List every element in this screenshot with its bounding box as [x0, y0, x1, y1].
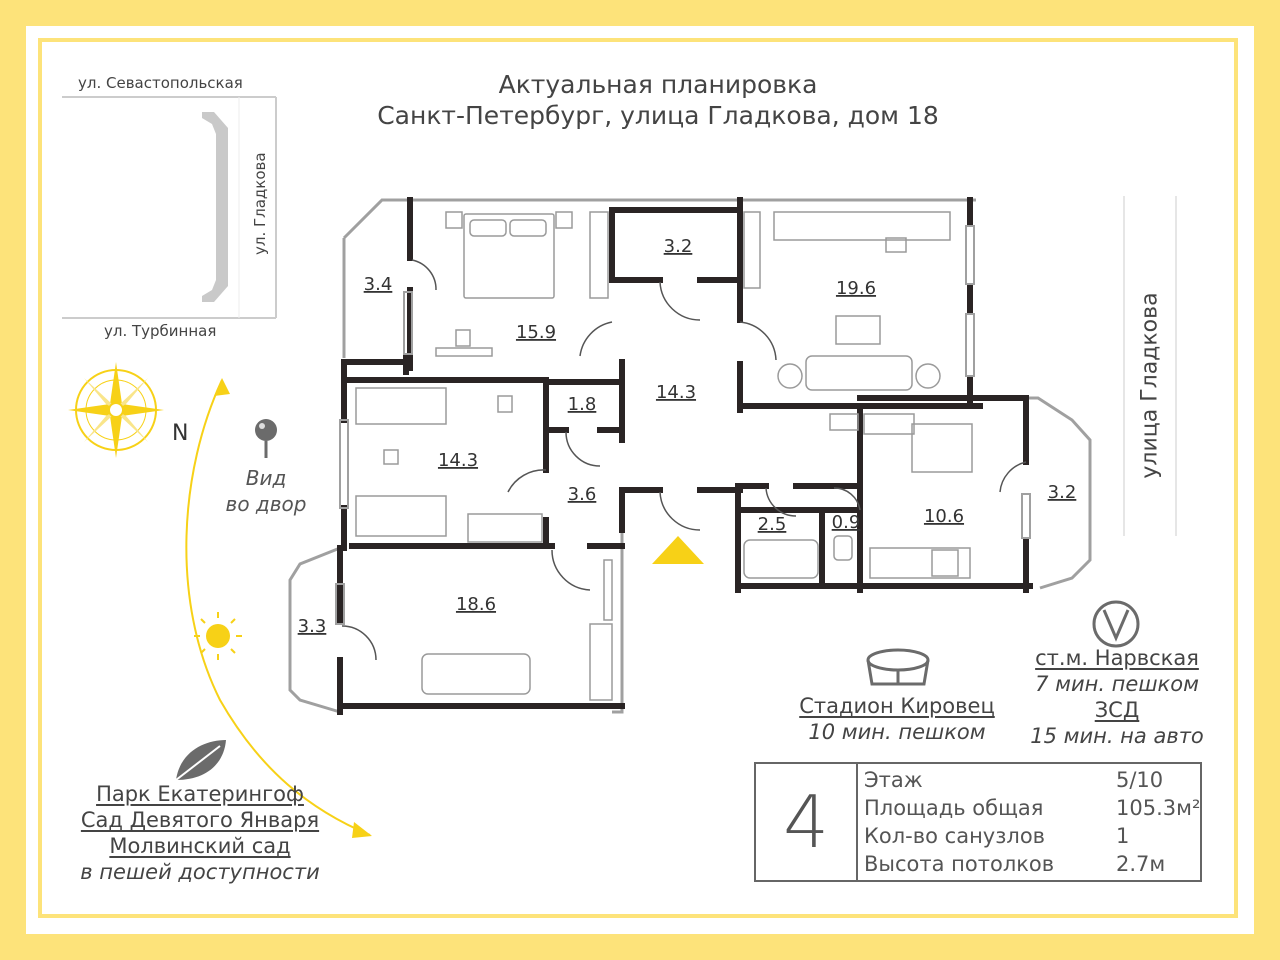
room-area-bedroom-bottom: 18.6	[455, 594, 497, 615]
room-area-closet: 1.8	[567, 394, 597, 415]
view-pin-icon	[255, 419, 277, 458]
room-area-bathroom: 2.5	[757, 514, 787, 535]
park-molvinsky: Молвинский сад	[109, 834, 291, 858]
apartment-info-table	[754, 762, 1202, 882]
street-gladkova-large: улица Гладкова	[1137, 292, 1163, 479]
room-area-bedroom-middle: 14.3	[437, 450, 479, 471]
room-area-corridor: 3.6	[567, 484, 597, 505]
bathrooms-label: Кол-во санузлов	[864, 824, 1046, 848]
ceiling-value: 2.7м	[1116, 852, 1166, 876]
room-area-balcony-right: 3.2	[1047, 482, 1077, 503]
street-gladkova-small: ул. Гладкова	[251, 152, 269, 255]
street-sevastopolskaya: ул. Севастопольская	[78, 74, 243, 92]
metro-walk-time: 7 мин. пешком	[1035, 672, 1199, 696]
room-area-balcony-left: 3.3	[297, 616, 327, 637]
area-value: 105.3м²	[1116, 796, 1201, 820]
parks-walking-note: в пешей доступности	[80, 860, 320, 884]
room-area-bedroom-top: 15.9	[515, 322, 557, 343]
park-ekateringof: Парк Екатерингоф	[96, 782, 304, 806]
rooms-count: 4	[756, 764, 858, 880]
street-map	[62, 97, 276, 318]
floorplan-outline	[290, 200, 1090, 712]
area-label: Площадь общая	[864, 796, 1044, 820]
windows	[336, 226, 1030, 624]
compass-rose-icon	[68, 362, 164, 458]
room-area-hall: 14.3	[655, 382, 697, 403]
room-area-storage-top: 3.2	[663, 236, 693, 257]
street-turbinnaya: ул. Турбинная	[104, 322, 217, 340]
view-label-line1: Вид	[245, 466, 287, 490]
park-devyatogo-yanvarya: Сад Девятого Января	[80, 808, 320, 832]
title-line1: Актуальная планировка	[498, 70, 818, 99]
room-area-living-room: 19.6	[835, 278, 877, 299]
floor-value: 5/10	[1116, 768, 1164, 792]
stadium-time: 10 мин. пешком	[808, 720, 986, 744]
compass-north-label: N	[172, 421, 189, 446]
stadium-name: Стадион Кировец	[799, 694, 995, 718]
entrance-marker	[652, 536, 704, 564]
bathrooms-value: 1	[1116, 824, 1130, 848]
road-name: ЗСД	[1094, 698, 1140, 722]
ceiling-label: Высота потолков	[864, 852, 1055, 876]
title-line2: Санкт-Петербург, улица Гладкова, дом 18	[377, 101, 939, 130]
leaf-icon	[176, 740, 226, 780]
metro-logo-icon	[1094, 602, 1138, 646]
room-area-kitchen: 10.6	[923, 506, 965, 527]
road-drive-time: 15 мин. на авто	[1030, 724, 1204, 748]
room-area-toilet: 0.9	[831, 512, 861, 533]
floor-label: Этаж	[864, 768, 923, 792]
room-area-balcony-top-left: 3.4	[363, 274, 393, 295]
view-label-line2: во двор	[225, 492, 307, 516]
stadium-icon	[868, 650, 928, 684]
metro-station-name: ст.м. Нарвская	[1035, 646, 1199, 670]
sun-icon	[194, 612, 242, 660]
